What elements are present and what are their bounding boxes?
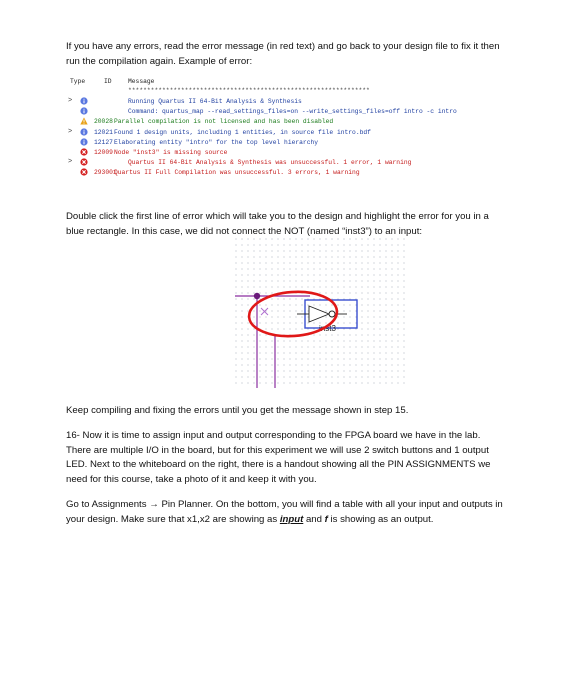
not-gate-bubble bbox=[329, 311, 335, 317]
log-row[interactable] bbox=[66, 107, 506, 117]
log-row-message: Elaborating entity "intro" for the top level hierarchy bbox=[114, 138, 319, 146]
log-row-message: Quartus II 64-Bit Analysis & Synthesis was unsuccessful. 1 error, 1 warning bbox=[128, 159, 412, 167]
info-icon bbox=[80, 107, 88, 115]
log-row-id: 12127 bbox=[94, 138, 113, 146]
warning-icon bbox=[80, 117, 88, 125]
log-row-message: Command: quartus_map --read_settings_files=on --write_settings_files=off intro -c intro bbox=[128, 108, 457, 116]
log-row[interactable] bbox=[66, 168, 506, 178]
log-row-message: Running Quartus II 64-Bit Analysis & Synthesis bbox=[128, 98, 302, 105]
step16-paragraph: 16- Now it is time to assign input and output corresponding to the FPGA board we have in the lab. There are multiple I/O in the board, but for this experiment we will use 2 switch buttons and 1 output LED. Next to the whiteboard on the right, there is a handout showing all the PIN ASSIGNMENTS we need for this course, take a photo of it and keep it with you. bbox=[66, 430, 491, 485]
log-row-id: 20028 bbox=[94, 118, 113, 126]
assign-part2: Pin Planner. On the bottom, you will find a table with all your input and outputs in your design. Make sure that x1,x2 are showing as bbox=[66, 499, 503, 525]
log-row-message: Found 1 design units, including 1 entities, in source file intro.bdf bbox=[114, 128, 371, 136]
log-separator: **************************************************************** bbox=[128, 87, 370, 94]
keep-compiling-paragraph: Keep compiling and fixing the errors until you get the message shown in step 15. bbox=[66, 405, 409, 416]
log-row[interactable] bbox=[66, 138, 506, 148]
info-icon bbox=[80, 128, 88, 136]
log-row[interactable] bbox=[66, 148, 506, 158]
message-log bbox=[66, 77, 506, 187]
info-icon bbox=[80, 97, 88, 105]
error-icon bbox=[80, 168, 88, 176]
expand-chevron-icon[interactable]: > bbox=[68, 127, 73, 136]
expand-chevron-icon[interactable]: > bbox=[68, 158, 73, 167]
log-header-id: ID bbox=[104, 78, 112, 85]
inst-label: inst3 bbox=[319, 324, 336, 333]
wire-junction bbox=[254, 293, 260, 299]
log-row[interactable] bbox=[66, 158, 506, 168]
assign-part1: Go to Assignments bbox=[66, 499, 150, 510]
f-word: f bbox=[324, 513, 328, 525]
log-row[interactable] bbox=[66, 128, 506, 138]
log-row-message: Parallel compilation is not licensed and has been disabled bbox=[114, 118, 334, 126]
log-row-id: 12021 bbox=[94, 128, 113, 136]
log-row-id: 12009 bbox=[94, 149, 113, 156]
log-row-id: 293001 bbox=[94, 169, 117, 177]
schematic-view bbox=[235, 238, 407, 388]
assignments-paragraph bbox=[66, 498, 506, 527]
log-header-type: Type bbox=[70, 78, 86, 85]
assign-part4: is showing as an output. bbox=[327, 513, 434, 525]
intro-paragraph: If you have any errors, read the error message (in red text) and go back to your design file to fix it then run the compilation again. Example of error: bbox=[66, 41, 500, 67]
log-row[interactable] bbox=[66, 97, 506, 107]
expand-chevron-icon[interactable]: > bbox=[68, 97, 73, 105]
log-row-message: Quartus II Full Compilation was unsuccessful. 3 errors, 1 warning bbox=[114, 169, 360, 177]
log-header-message: Message bbox=[128, 78, 155, 85]
log-header bbox=[66, 77, 506, 87]
info-icon bbox=[80, 138, 88, 146]
right-arrow-icon: → bbox=[149, 499, 159, 510]
log-row-message: Node "inst3" is missing source bbox=[114, 149, 228, 156]
input-word: input bbox=[279, 513, 304, 525]
error-icon bbox=[80, 148, 88, 156]
assign-part3: and bbox=[303, 513, 325, 525]
error-icon bbox=[80, 158, 88, 166]
double-click-paragraph: Double click the first line of error which will take you to the design and highlight the error for you in a blue rectangle. In this case, we did not connect the NOT (named “inst3”) to an input: bbox=[66, 211, 489, 237]
log-row[interactable] bbox=[66, 117, 506, 127]
